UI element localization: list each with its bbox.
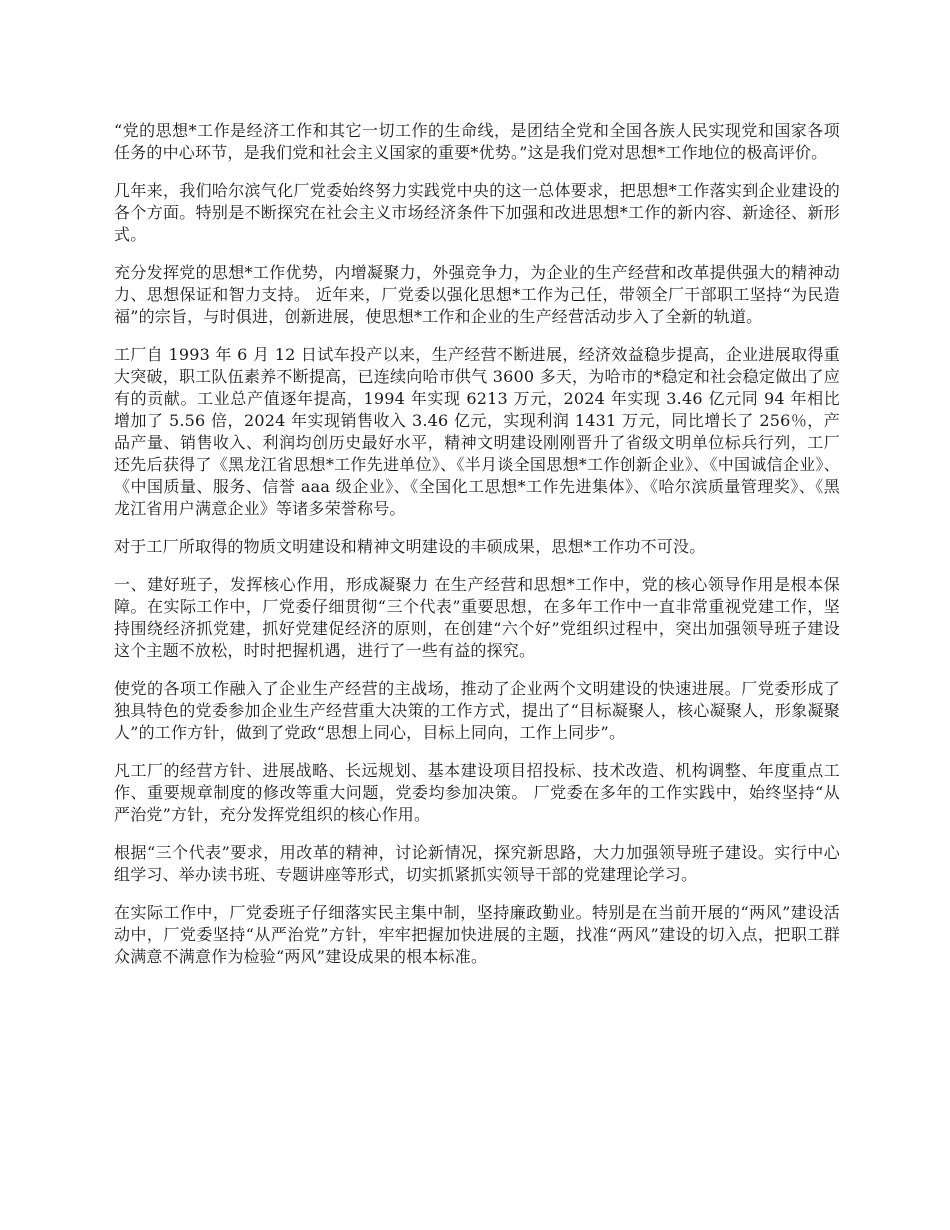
paragraph-9: 根据“三个代表”要求，用改革的精神，讨论新情况，探究新思路，大力加强领导班子建设。实行中心组学习、举办读书班、专题讲座等形式，切实抓紧抓实领导干部的党建理论学习。	[114, 843, 840, 884]
paragraph-6: 一、建好班子，发挥核心作用，形成凝聚力 在生产经营和思想*工作中，党的核心领导作用是根本保障。在实际工作中，厂党委仔细贯彻“三个代表”重要思想，在多年工作中一直非常重视党建工作，坚持围绕经济抓党建，抓好党建促经济的原则，在创建“六个好”党组织过程中，突出加强领导班子建设这个主题不放松，时时把握机遇，进行了一些有益的探究。	[114, 575, 840, 660]
paragraph-2: 几年来，我们哈尔滨气化厂党委始终努力实践党中央的这一总体要求，把思想*工作落实到企业建设的各个方面。特别是不断探究在社会主义市场经济条件下加强和改进思想*工作的新内容、新途径、新形式。	[114, 181, 840, 244]
paragraph-8: 凡工厂的经营方针、进展战略、长远规划、基本建设项目招投标、技术改造、机构调整、年度重点工作、重要规章制度的修改等重大问题，党委均参加决策。 厂党委在多年的工作实践中，始终坚持“从严治党”方针，充分发挥党组织的核心作用。	[114, 761, 840, 824]
paragraph-4: 工厂自 1993 年 6 月 12 日试车投产以来，生产经营不断进展，经济效益稳步提高，企业进展取得重大突破，职工队伍素养不断提高，已连续向哈市供气 3600 多天，为哈市的*稳定和社会稳定做出了应有的贡献。工业总产值逐年提高，1994 年实现 6213 万元，2024 年实现 3.46 亿元同 94 年相比增加了 5.56 倍，2024 年实现销售收入 3.46 亿元，实现利润 1431 万元，同比增长了 256％，产品产量、销售收入、利润均创历史最好水平，精神文明建设刚刚晋升了省级文明单位标兵行列，工厂还先后获得了《黑龙江省思想*工作先进单位》、《半月谈全国思想*工作创新企业》、《中国诚信企业》、《中国质量、服务、信誉 aaa 级企业》、《全国化工思想*工作先进集体》、《哈尔滨质量管理奖》、《黑龙江省用户满意企业》等诸多荣誉称号。	[114, 345, 840, 518]
paragraph-7: 使党的各项工作融入了企业生产经营的主战场，推动了企业两个文明建设的快速进展。厂党委形成了独具特色的党委参加企业生产经营重大决策的工作方式，提出了“目标凝聚人，核心凝聚人，形象凝聚人”的工作方针，做到了党政“思想上同心，目标上同向，工作上同步”。	[114, 679, 840, 742]
document-body	[114, 120, 840, 984]
paragraph-3: 充分发挥党的思想*工作优势，内增凝聚力，外强竞争力，为企业的生产经营和改革提供强大的精神动力、思想保证和智力支持。 近年来，厂党委以强化思想*工作为己任，带领全厂干部职工坚持“为民造福”的宗旨，与时俱进，创新进展，使思想*工作和企业的生产经营活动步入了全新的轨道。	[114, 263, 840, 326]
paragraph-5: 对于工厂所取得的物质文明建设和精神文明建设的丰硕成果，思想*工作功不可没。	[114, 537, 706, 556]
paragraph-1: “党的思想*工作是经济工作和其它一切工作的生命线，是团结全党和全国各族人民实现党和国家各项任务的中心环节，是我们党和社会主义国家的重要*优势。”这是我们党对思想*工作地位的极高评价。	[114, 121, 840, 162]
paragraph-10: 在实际工作中，厂党委班子仔细落实民主集中制，坚持廉政勤业。特别是在当前开展的“两风”建设活动中，厂党委坚持“从严治党”方针，牢牢把握加快进展的主题，找准“两风”建设的切入点，把职工群众满意不满意作为检验“两风”建设成果的根本标准。	[114, 903, 840, 966]
